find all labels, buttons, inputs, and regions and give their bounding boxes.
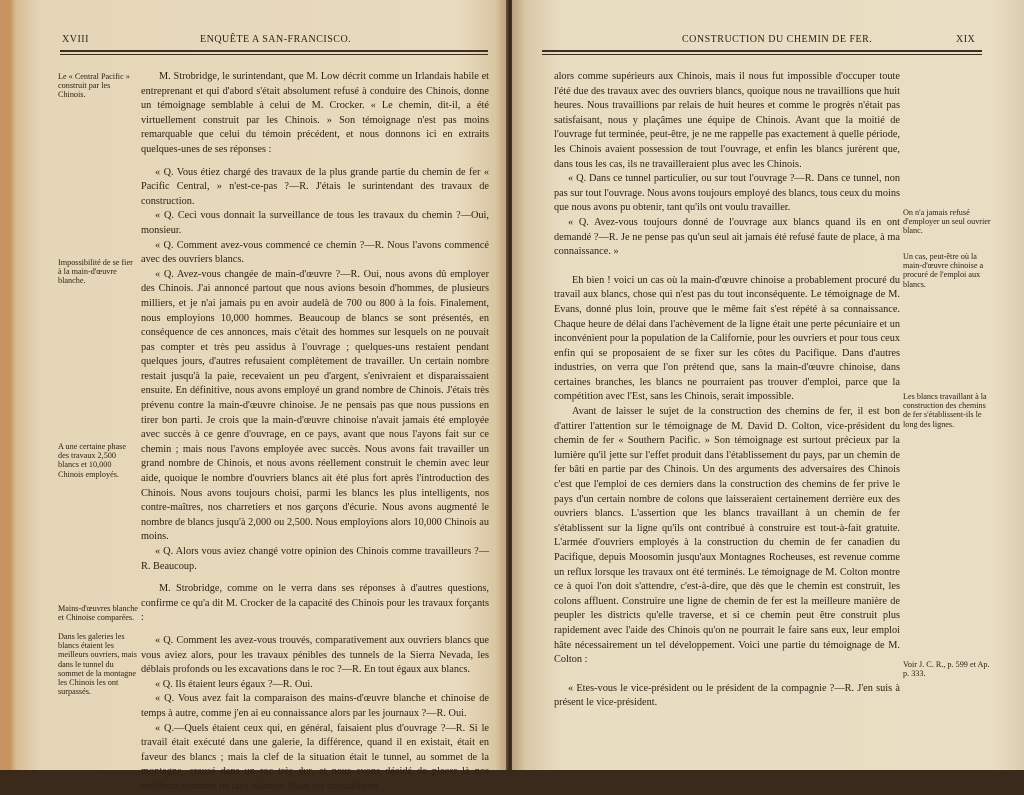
- paragraph: « Q. Avez-vous changée de main-d'œuvre ?—R. Oui, nous avons dû employer des Chinois. J'ai annoncé partout que nous avions besoin d'hommes, de plusieurs milliers, et je n'ai jamais pu en avoir audelà de 700 ou 800 à la fois. Finalement, nous employions 10,000 hommes. Beaucoup de blancs se sont présentés, en conséquence de ces annonces, mais c'était des hommes sur lesquels on ne pouvait pas compter et très peu assidus à l'ouvrage ; quelques-uns restaient pendant quelques jours, d'autres refusaient complètement de travailler. Un certain nombre restait jusqu'à la paie, recevaient un peu d'argent, s'enivraient et disparaissaient ensuite. En définitive, nous avons employé un grand nombre de Chinois. J'étais très prévenu contre la main-d'œuvre chinoise. Je ne pensais pas que nous pussions en tirer bon parti. Je crois que la main-d'œuvre chinoise n'avait jamais été employée avec succès à ce genre d'ouvrage, en ce pays, avant que nous l'ayons fait sur ce chemin ; mais nous l'avons employée avec succès. Nous avons fait travailler un grand nombre de Chinois, et nous avons réellement construit le chemin avec leur aide, quoique le nombre d'ouvriers blancs ait été plus fort après l'introduction des Chinois. Nous avons toujours choisi, parmi les blancs les plus intelligents, nos contre-maîtres, nos charretiers et nos garçons d'écurie. Nous avons augmenté le nombre de blancs jusqu'à 2,000 ou 2,500. Nous employions alors 10,000 Chinois au moins.: [141, 268, 489, 543]
- left-body-text: [141, 70, 489, 795]
- right-body-text: [554, 70, 900, 711]
- paragraph: « Q. Comment les avez-vous trouvés, comparativement aux ouvriers blancs que vous aviez alors, pour les travaux pénibles des tunnels de la Sierra Nevada, les déblais profonds ou les excavations dans le roc ?—R. En tout égaux aux blancs.: [141, 634, 489, 676]
- header-rule-thin: [60, 54, 488, 55]
- paragraph: « Q. Comment avez-vous commencé ce chemin ?—R. Nous l'avons commencé avec des ouvriers blancs.: [141, 239, 489, 266]
- header-rule-thin: [542, 54, 982, 55]
- paragraph: « Q.—Quels étaient ceux qui, en général, faisaient plus d'ouvrage ?—R. Si le travail était exécuté dans une galerie, la différence, quand il en existait, était en faveur des blancs ; mais la clef de la situation était le tunnel, au sommet de la montagne, creusé dans un roc très dur, et nous avons décidé de placer là nos meilleurs hommes de race blanche. Nous les considérions: [141, 722, 489, 792]
- paragraph: Avant de laisser le sujet de la construction des chemins de fer, il est bon d'attirer l'attention sur le témoignage de M. David D. Colton, vice-président du chemin de fer « Southern Pacific. » Son témoignage est surtout précieux par la lumière qu'il jette sur l'effet produit dans l'établissement du pays, par un chemin de fer bâti en partie par des Chinois. Un des arguments des adversaires des Chinois c'est que l'emploi de ces derniers dans la construction des chemins de fer prive le pays d'un certain nombre de colons que laisseraient certainement derrière eux des ouvriers blancs. L'assertion que les blancs travaillant à un chemin de fer s'établissent sur la ligne qu'ils ont contribué à construire est tout-à-fait gratuite. L'armée d'ouvriers employés à la construction du chemin de fer canadien du Pacifique, depuis Moosomin jusqu'aux Montagnes Rocheuses, est revenue comme un reflux lorsque les travaux ont été terminés. Le témoignage de M. Colton montre ce à quoi l'on doit s'attendre, c'est-à-dire, que dès que le chemin est construit, les colons affluent. Construire une ligne de chemin de fer est la meilleure manière de peupler les districts qu'elle traverse, et si ce chemin peut être construit plus rapidement avec l'aide des Chinois qu'on ne pourrait le faire sans eux, leur emploi hâte nécessairement un tel développement. Voici une partie du témoignage de M. Colton :: [554, 406, 900, 666]
- margin-note: Dans les galeries les blancs étaient les meilleurs ouvriers, mais dans le tunnel du sommet de la montagne les Chinois les ont surpassés.: [58, 632, 137, 697]
- paragraph: M. Strobridge, comme on le verra dans ses réponses à d'autres questions, confirme ce qu'a dit M. Crocker de la capacité des Chinois pour les travaux forçants :: [141, 583, 489, 624]
- paragraph: « Q. Vous avez fait la comparaison des mains-d'œuvre blanche et chinoise de temps à autre, comme j'en ai eu connaissance alors par les journaux ?—R. Oui.: [141, 693, 489, 719]
- margin-note: Un cas, peut-être où la main-d'œuvre chinoise a procuré de l'emploi aux blancs.: [903, 252, 984, 289]
- margin-note: A une certaine phase des travaux 2,500 blancs et 10,000 Chinois employés.: [58, 442, 126, 479]
- paragraph: M. Strobridge, le surintendant, que M. Low décrit comme un Irlandais habile et entreprenant et qui d'abord s'était absolument refusé à conduire des Chinois, donne un témoignage semblable à celui de M. Crocker. « Le chemin, dit-il, a été virtuellement construit par les Chinois. » Son témoignage n'est pas moins remarquable que celui du témoin précédent, et nous donnons ici en extraits quelques-unes de ses réponses :: [141, 71, 489, 155]
- margin-note: Les blancs travaillant à la construction des chemins de fer s'établissent-ils le long des lignes.: [903, 392, 987, 429]
- right-page: [512, 0, 1024, 770]
- margin-note: Le « Central Pacific » construit par les Chinois.: [58, 72, 130, 100]
- running-head: CONSTRUCTION DU CHEMIN DE FER.: [682, 34, 873, 45]
- paragraph: « Q. Vous étiez chargé des travaux de la plus grande partie du chemin de fer « Pacific Central, » n'est-ce-pas ?—R. J'étais le surintendant des travaux de construction.: [141, 166, 489, 207]
- paragraph: « Etes-vous le vice-président ou le président de la compagnie ?—R. J'en suis à présent le vice-président.: [554, 682, 900, 709]
- header-rule: [542, 50, 982, 52]
- header-rule: [60, 50, 488, 52]
- page-number: XVIII: [62, 34, 89, 45]
- running-head: ENQUÊTE A SAN-FRANCISCO.: [200, 34, 352, 45]
- paragraph: alors comme supérieurs aux Chinois, mais il nous fut impossible d'occuper toute l'été due des travaux avec des ouvriers blancs, quoique nous ne travaillions que huit heures. Nous travaillions par relais de huit heures et comme le progrès n'était pas satisfaisant, nous y plaçâmes une équipe de Chinois. Avant que la moitié de l'ouvrage fut terminée, peut-être, je ne me rappelle pas exactement à quelle période, les Chinois avaient possession de tout l'ouvrage, et enfin les blancs jurèrent que, dans tous les cas, ils ne travailleraient plus avec les Chinois.: [554, 71, 900, 170]
- paragraph: « Q. Alors vous aviez changé votre opinion des Chinois comme travailleurs ?—R. Beaucoup.: [141, 546, 489, 572]
- margin-note: Voir J. C. R., p. 599 et Ap. p. 333.: [903, 660, 990, 679]
- margin-note: Mains-d'œuvres blanche et Chinoise comparées.: [58, 604, 138, 623]
- paragraph: « Q. Dans ce tunnel particulier, ou sur tout l'ouvrage ?—R. Dans ce tunnel, non pas sur tout l'ouvrage. Nous avons toujours employé des blancs, tous ceux du moins que nous avons pu obtenir, tant qu'ils ont voulu travailler.: [554, 173, 900, 214]
- paragraph: « Q. Ils étaient leurs égaux ?—R. Oui.: [155, 678, 313, 690]
- paragraph: Eh bien ! voici un cas où la main-d'œuvre chinoise a probablement procuré du travail aux blancs, chose qui n'est pas du tout inconséquente. Le témoignage de M. Evans, donné plus loin, prouve que le même fait s'est répété à sa connaissance. Chaque heure de délai dans l'achèvement de la ligne était une perte pécuniaire et un inconvénient pour la population de la Californie, pour les ouvriers et pour tous ceux enfin qui se proposaient de se fixer sur les côtes du Pacifique. Dans d'autres industries, on verra que l'on prétend que, sans la main-d'œuvre chinoise, dans certaines branches, les blancs ne pourraient pas trouver d'emploi, parce que la compétition avec l'Est, sans les Chinois, serait impossible.: [554, 274, 900, 403]
- page-number: XIX: [956, 34, 976, 45]
- paragraph: « Q. Ceci vous donnait la surveillance de tous les travaux du chemin ?—Oui, monsieur.: [141, 210, 489, 236]
- paragraph: « Q. Avez-vous toujours donné de l'ouvrage aux blancs quand ils en ont demandé ?—R. Je ne pense pas qu'un seul ait jamais été refusé faute de place, à ma connaissance. »: [554, 216, 900, 258]
- left-page: [0, 0, 508, 792]
- margin-note: Impossibilité de se fier à la main-d'œuvre blanche.: [58, 258, 133, 286]
- margin-note: On n'a jamais refusé d'employer un seul ouvrier blanc.: [903, 208, 991, 236]
